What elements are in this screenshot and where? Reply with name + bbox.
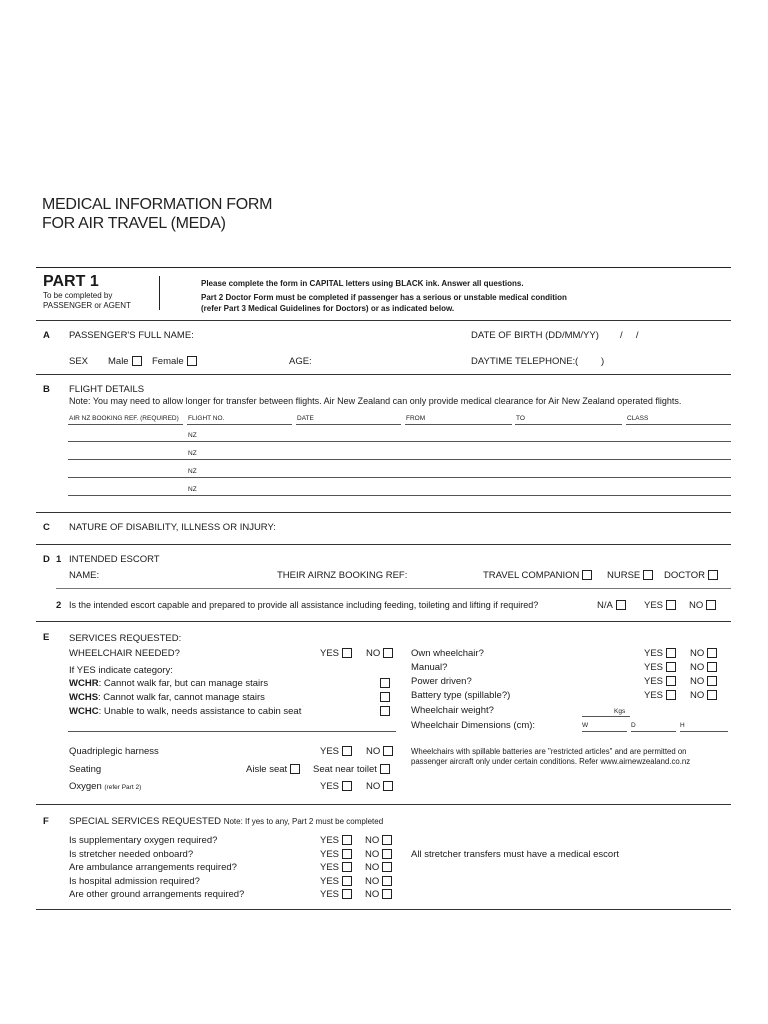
- oxygen-yes-option[interactable]: [320, 781, 352, 792]
- divider: [36, 374, 731, 375]
- section-d-num2: 2: [56, 600, 62, 611]
- dob-field[interactable]: / /: [620, 330, 639, 341]
- col-to: TO: [516, 415, 525, 422]
- phone-label: DAYTIME TELEPHONE:: [471, 356, 576, 367]
- f-stretcher-no-option[interactable]: [365, 849, 392, 860]
- wheelchair-needed-label: WHEELCHAIR NEEDED?: [69, 648, 180, 659]
- question-hospital: Is hospital admission required?: [69, 876, 200, 887]
- age-label: AGE:: [289, 356, 312, 367]
- no-label: NO: [365, 849, 380, 860]
- quad-no-option[interactable]: [366, 746, 393, 757]
- wheelchair-yes-option[interactable]: [320, 648, 352, 659]
- f-hospital-no-checkbox[interactable]: [382, 876, 392, 886]
- f-ground-yes-option[interactable]: [320, 889, 352, 900]
- divider: [36, 512, 731, 513]
- f-ambulance-no-option[interactable]: [365, 862, 392, 873]
- f-oxygen-yes-option[interactable]: [320, 835, 352, 846]
- manual-yes-option[interactable]: [644, 662, 676, 673]
- disability-label: NATURE OF DISABILITY, ILLNESS OR INJURY:: [69, 522, 276, 533]
- wchc-checkbox[interactable]: [380, 706, 390, 716]
- yes-label: YES: [320, 862, 340, 873]
- nurse-checkbox[interactable]: [643, 570, 653, 580]
- divider: [36, 804, 731, 805]
- yes-label: YES: [644, 662, 664, 673]
- doctor-checkbox[interactable]: [708, 570, 718, 580]
- power-label: Power driven?: [411, 676, 472, 687]
- oxygen-row: [69, 781, 141, 792]
- female-checkbox[interactable]: [187, 356, 197, 366]
- nurse-option[interactable]: [607, 570, 653, 581]
- underline: [296, 424, 401, 425]
- flight-row-nz: NZ: [188, 468, 197, 475]
- width-unit: W: [582, 722, 589, 729]
- sex-label: SEX: [69, 356, 89, 367]
- female-label: Female: [152, 356, 184, 367]
- f-ambulance-no-checkbox[interactable]: [382, 862, 392, 872]
- seating-label: Seating: [69, 764, 102, 775]
- yes-label: YES: [320, 746, 340, 757]
- f-ground-no-option[interactable]: [365, 889, 392, 900]
- col-date: DATE: [297, 415, 314, 422]
- f-oxygen-no-checkbox[interactable]: [382, 835, 392, 845]
- escort-na-checkbox[interactable]: [616, 600, 626, 610]
- phone-close-paren: ): [601, 356, 605, 367]
- escort-booking-label: THEIR AIRNZ BOOKING REF:: [277, 570, 408, 581]
- underline: [405, 424, 512, 425]
- weight-field[interactable]: [582, 716, 630, 717]
- own-wheelchair-label: Own wheelchair?: [411, 648, 484, 659]
- power-no-checkbox[interactable]: [707, 676, 717, 686]
- divider: [36, 544, 731, 545]
- seat-near-toilet-label: Seat near toilet: [313, 764, 377, 775]
- own-no-checkbox[interactable]: [707, 648, 717, 658]
- no-label: NO: [690, 690, 705, 701]
- male-option[interactable]: [108, 356, 142, 367]
- own-yes-option[interactable]: [644, 648, 676, 659]
- flight-details-note: Note: You may need to allow longer for transfer between flights. Air New Zealand can only provide medical clearance for Air New Zealand operated flights.: [69, 396, 682, 406]
- no-label: NO: [365, 889, 380, 900]
- wchc-row: [69, 706, 301, 717]
- wchs-description: : Cannot walk far, cannot manage stairs: [98, 692, 265, 703]
- no-label: NO: [690, 662, 705, 673]
- battery-yes-checkbox[interactable]: [666, 690, 676, 700]
- yes-label: YES: [320, 849, 340, 860]
- aisle-seat-label: Aisle seat: [246, 764, 288, 775]
- underline: [515, 424, 622, 425]
- no-label: NO: [689, 600, 704, 611]
- travel-companion-label: TRAVEL COMPANION: [483, 570, 580, 581]
- col-flight-no: FLIGHT NO.: [188, 415, 225, 422]
- manual-no-checkbox[interactable]: [707, 662, 717, 672]
- section-d-num1: 1: [56, 554, 62, 565]
- male-checkbox[interactable]: [132, 356, 142, 366]
- question-stretcher: Is stretcher needed onboard?: [69, 849, 194, 860]
- wheelchair-divider: [68, 731, 396, 732]
- wchc-code: WCHC: [69, 706, 99, 717]
- flight-row-nz: NZ: [188, 486, 197, 493]
- yes-label: YES: [644, 648, 664, 659]
- own-no-option[interactable]: [690, 648, 717, 659]
- yes-label: YES: [320, 876, 340, 887]
- dimensions-label: Wheelchair Dimensions (cm):: [411, 720, 536, 731]
- weight-label: Wheelchair weight?: [411, 705, 494, 716]
- divider: [36, 909, 731, 910]
- form-title-line1: MEDICAL INFORMATION FORM: [42, 196, 273, 213]
- question-ambulance: Are ambulance arrangements required?: [69, 862, 237, 873]
- escort-capable-question: Is the intended escort capable and prepared to provide all assistance including feeding, toileting and lifting if required?: [69, 600, 539, 610]
- divider: [36, 621, 731, 622]
- f-hospital-yes-checkbox[interactable]: [342, 876, 352, 886]
- power-no-option[interactable]: [690, 676, 717, 687]
- yes-label: YES: [320, 648, 340, 659]
- seat-near-toilet-checkbox[interactable]: [380, 764, 390, 774]
- f-hospital-yes-option[interactable]: [320, 876, 352, 887]
- battery-no-checkbox[interactable]: [707, 690, 717, 700]
- section-e-letter: E: [43, 632, 50, 643]
- special-services-note: Note: If yes to any, Part 2 must be completed: [223, 817, 384, 826]
- question-oxygen: Is supplementary oxygen required?: [69, 835, 218, 846]
- divider: [36, 320, 731, 321]
- battery-no-option[interactable]: [690, 690, 717, 701]
- section-c-letter: C: [43, 522, 50, 533]
- services-label: SERVICES REQUESTED:: [69, 633, 182, 644]
- wchs-checkbox[interactable]: [380, 692, 390, 702]
- depth-unit: D: [631, 722, 636, 729]
- escort-yes-option[interactable]: [644, 600, 676, 611]
- na-label: N/A: [597, 600, 613, 611]
- flight-row-3[interactable]: [68, 477, 731, 478]
- depth-field[interactable]: [631, 731, 676, 732]
- wchc-description: : Unable to walk, needs assistance to cabin seat: [98, 706, 302, 717]
- f-stretcher-no-checkbox[interactable]: [382, 849, 392, 859]
- escort-no-option[interactable]: [689, 600, 716, 611]
- flight-row-nz: NZ: [188, 450, 197, 457]
- wheelchair-yes-checkbox[interactable]: [342, 648, 352, 658]
- f-ambulance-yes-option[interactable]: [320, 862, 352, 873]
- seat-near-toilet-option[interactable]: [313, 764, 390, 775]
- full-name-label: PASSENGER'S FULL NAME:: [69, 330, 194, 341]
- part1-instruction-3: (refer Part 3 Medical Guidelines for Doctors) or as indicated below.: [201, 304, 455, 313]
- power-yes-option[interactable]: [644, 676, 676, 687]
- if-yes-label: If YES indicate category:: [69, 665, 173, 676]
- wchr-row: [69, 678, 268, 689]
- yes-label: YES: [320, 835, 340, 846]
- full-name-field[interactable]: [190, 342, 465, 343]
- nurse-label: NURSE: [607, 570, 641, 581]
- divider: [56, 588, 731, 589]
- manual-label: Manual?: [411, 662, 448, 673]
- f-ambulance-yes-checkbox[interactable]: [342, 862, 352, 872]
- wchr-description: : Cannot walk far, but can manage stairs: [98, 678, 269, 689]
- flight-details-label: FLIGHT DETAILS: [69, 384, 145, 395]
- battery-yes-option[interactable]: [644, 690, 676, 701]
- underline: [626, 424, 731, 425]
- no-label: NO: [690, 676, 705, 687]
- width-field[interactable]: [582, 731, 627, 732]
- part1-instruction-2: Part 2 Doctor Form must be completed if passenger has a serious or unstable medical condition: [201, 293, 567, 302]
- oxygen-refer: (refer Part 2): [104, 784, 142, 791]
- quad-no-checkbox[interactable]: [383, 746, 393, 756]
- special-services-row: [69, 816, 383, 827]
- quad-yes-checkbox[interactable]: [342, 746, 352, 756]
- section-d-letter: D: [43, 554, 50, 565]
- section-f-letter: F: [43, 816, 49, 827]
- phone-open-paren: (: [575, 356, 579, 367]
- part1-sub2: PASSENGER or AGENT: [43, 301, 131, 310]
- f-oxygen-no-option[interactable]: [365, 835, 392, 846]
- dob-label: DATE OF BIRTH (DD/MM/YY): [471, 330, 599, 341]
- escort-name-label: NAME:: [69, 570, 100, 581]
- part1-sub1: To be completed by: [43, 291, 113, 300]
- col-booking-ref: AIR NZ BOOKING REF. (REQUIRED): [69, 415, 179, 422]
- col-from: FROM: [406, 415, 426, 422]
- travel-companion-checkbox[interactable]: [582, 570, 592, 580]
- no-label: NO: [365, 835, 380, 846]
- stretcher-note: All stretcher transfers must have a medical escort: [411, 849, 620, 860]
- f-ground-yes-checkbox[interactable]: [342, 889, 352, 899]
- wchr-code: WCHR: [69, 678, 99, 689]
- yes-label: YES: [644, 690, 664, 701]
- f-ground-no-checkbox[interactable]: [382, 889, 392, 899]
- female-option[interactable]: [152, 356, 197, 367]
- oxygen-label: Oxygen: [69, 781, 102, 792]
- wchr-checkbox[interactable]: [380, 678, 390, 688]
- height-field[interactable]: [680, 731, 728, 732]
- no-label: NO: [365, 862, 380, 873]
- wchs-row: [69, 692, 265, 703]
- power-yes-checkbox[interactable]: [666, 676, 676, 686]
- no-label: NO: [365, 876, 380, 887]
- own-yes-checkbox[interactable]: [666, 648, 676, 658]
- no-label: NO: [690, 648, 705, 659]
- escort-yes-checkbox[interactable]: [666, 600, 676, 610]
- f-stretcher-yes-checkbox[interactable]: [342, 849, 352, 859]
- battery-note-line1: Wheelchairs with spillable batteries are "restricted articles" and are permitted on: [411, 747, 687, 756]
- manual-no-option[interactable]: [690, 662, 717, 673]
- wheelchair-no-checkbox[interactable]: [383, 648, 393, 658]
- yes-label: YES: [644, 600, 664, 611]
- yes-label: YES: [320, 889, 340, 900]
- wheelchair-no-option[interactable]: [366, 648, 393, 659]
- col-class: CLASS: [627, 415, 649, 422]
- aisle-seat-option[interactable]: [246, 764, 300, 775]
- special-services-label: SPECIAL SERVICES REQUESTED: [69, 816, 222, 827]
- kgs-unit: Kgs: [614, 708, 626, 715]
- no-label: NO: [366, 746, 381, 757]
- f-stretcher-yes-option[interactable]: [320, 849, 352, 860]
- yes-label: YES: [644, 676, 664, 687]
- oxygen-no-option[interactable]: [366, 781, 393, 792]
- part1-heading: PART 1: [43, 273, 99, 290]
- flight-row-2[interactable]: [68, 459, 731, 460]
- quad-harness-label: Quadriplegic harness: [69, 746, 159, 757]
- male-label: Male: [108, 356, 129, 367]
- travel-companion-option[interactable]: [483, 570, 592, 581]
- flight-row-nz: NZ: [188, 432, 197, 439]
- section-a-letter: A: [43, 330, 50, 341]
- escort-no-checkbox[interactable]: [706, 600, 716, 610]
- divider: [36, 267, 731, 268]
- section-b-letter: B: [43, 384, 50, 395]
- part1-divider: [159, 276, 160, 310]
- question-ground: Are other ground arrangements required?: [69, 889, 245, 900]
- underline: [187, 424, 292, 425]
- form-title-line2: FOR AIR TRAVEL (MEDA): [42, 215, 226, 232]
- flight-row-1[interactable]: [68, 441, 731, 442]
- f-hospital-no-option[interactable]: [365, 876, 392, 887]
- yes-label: YES: [320, 781, 340, 792]
- f-oxygen-yes-checkbox[interactable]: [342, 835, 352, 845]
- escort-na-option[interactable]: [597, 600, 626, 611]
- wchs-code: WCHS: [69, 692, 99, 703]
- doctor-option[interactable]: [664, 570, 718, 581]
- oxygen-no-checkbox[interactable]: [383, 781, 393, 791]
- height-unit: H: [680, 722, 685, 729]
- doctor-label: DOCTOR: [664, 570, 705, 581]
- aisle-seat-checkbox[interactable]: [290, 764, 300, 774]
- oxygen-yes-checkbox[interactable]: [342, 781, 352, 791]
- battery-label: Battery type (spillable?): [411, 690, 511, 701]
- battery-note-line2: passenger aircraft only under certain conditions. Refer www.airnewzealand.co.nz: [411, 757, 691, 766]
- part1-instruction-1: Please complete the form in CAPITAL letters using BLACK ink. Answer all questions.: [201, 279, 524, 288]
- flight-row-4[interactable]: [68, 495, 731, 496]
- underline: [68, 424, 183, 425]
- no-label: NO: [366, 781, 381, 792]
- escort-label: INTENDED ESCORT: [69, 554, 160, 565]
- quad-yes-option[interactable]: [320, 746, 352, 757]
- no-label: NO: [366, 648, 381, 659]
- manual-yes-checkbox[interactable]: [666, 662, 676, 672]
